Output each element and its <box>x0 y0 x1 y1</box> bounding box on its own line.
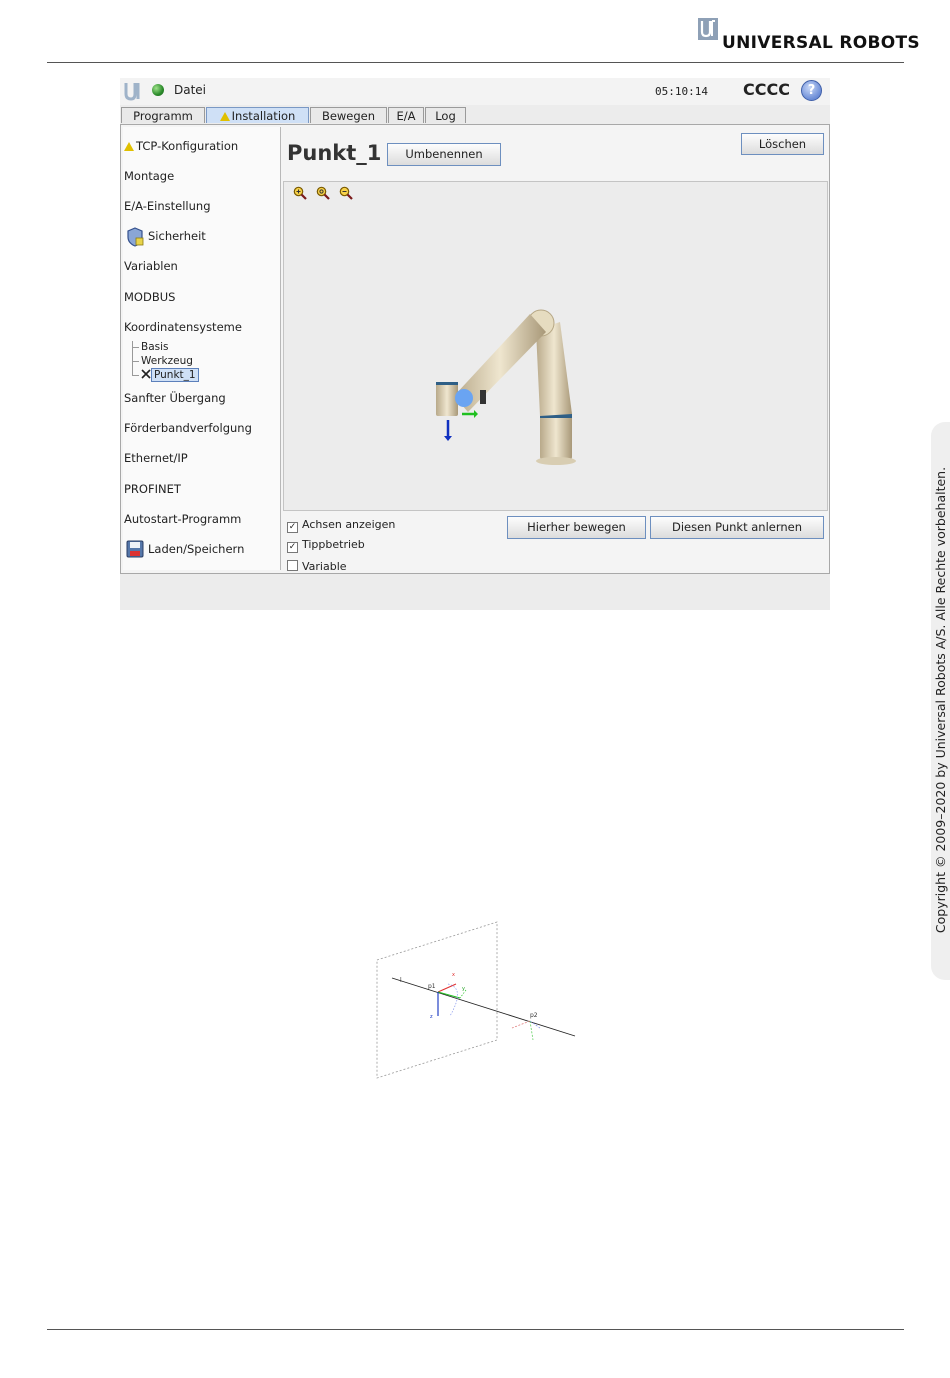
sidebar-item-variablen[interactable]: Variablen <box>124 259 178 273</box>
footer-divider <box>47 1329 904 1330</box>
robot-name: CCCC <box>743 80 790 99</box>
sidebar-item-profinet[interactable]: PROFINET <box>124 482 181 496</box>
save-icon <box>126 540 144 558</box>
tree-line <box>132 347 139 348</box>
robot-3d-view[interactable] <box>283 181 828 511</box>
move-here-button[interactable]: Hierher bewegen <box>507 516 646 539</box>
sidebar-item-laden-speichern[interactable]: Laden/Speichern <box>124 542 244 556</box>
robot-arm-graphic <box>284 182 827 510</box>
diagram-label-y: y <box>462 986 465 992</box>
file-menu[interactable]: Datei <box>174 83 207 97</box>
tree-item-basis[interactable]: Basis <box>141 341 169 353</box>
sidebar-item-io-setup[interactable]: E/A-Einstellung <box>124 199 211 213</box>
help-icon[interactable]: ? <box>801 80 822 101</box>
variable-checkbox[interactable]: Variable <box>287 559 347 573</box>
sidebar-item-sanfter-uebergang[interactable]: Sanfter Übergang <box>124 391 226 405</box>
sidebar-item-montage[interactable]: Montage <box>124 169 175 183</box>
jog-mode-checkbox[interactable]: ✓ Tippbetrieb <box>288 538 365 552</box>
point-icon <box>141 369 151 379</box>
top-bar <box>120 78 830 105</box>
installation-panel <box>120 124 830 574</box>
sidebar-item-koordinatensysteme[interactable]: Koordinatensysteme <box>124 320 242 334</box>
copyright-text: Copyright © 2009–2020 by Universal Robots A/S. Alle Rechte vorbehalten. <box>933 466 948 934</box>
tab-bar <box>120 107 830 124</box>
checkbox-icon: ✓ <box>288 522 297 532</box>
rename-button[interactable]: Umbenennen <box>387 143 501 166</box>
sidebar <box>123 127 281 570</box>
warning-icon <box>124 142 134 151</box>
tab-installation[interactable] <box>206 107 309 123</box>
tree-item-werkzeug[interactable]: Werkzeug <box>141 355 193 367</box>
tree-line <box>132 361 139 362</box>
delete-button[interactable]: Löschen <box>741 133 824 155</box>
ur-logo-icon[interactable] <box>122 80 144 102</box>
clock: 05:10:14 <box>655 85 708 98</box>
sidebar-item-sicherheit[interactable]: Sicherheit <box>124 229 206 243</box>
robot-ui-screen <box>120 78 830 610</box>
brand-logo <box>698 18 920 56</box>
diagram-label-z: z <box>430 1014 433 1020</box>
shield-icon <box>126 227 144 247</box>
header-divider <box>47 62 904 63</box>
tab-ea[interactable]: E/A <box>388 107 424 123</box>
sidebar-item-autostart[interactable]: Autostart-Programm <box>124 512 242 526</box>
checkbox-icon <box>287 560 298 571</box>
tab-bewegen[interactable]: Bewegen <box>310 107 387 123</box>
sidebar-item-tcp[interactable]: TCP-Konfiguration <box>124 139 238 153</box>
tab-programm[interactable]: Programm <box>121 107 205 123</box>
point-coordinate-diagram <box>370 918 580 1083</box>
diagram-label-x: x <box>452 972 455 978</box>
status-globe-icon <box>152 84 164 96</box>
checkbox-icon: ✓ <box>288 542 297 552</box>
tab-log[interactable]: Log <box>425 107 466 123</box>
page-title: Punkt_1 <box>287 141 382 165</box>
teach-point-button[interactable]: Diesen Punkt anlernen <box>650 516 824 539</box>
sidebar-item-foerderband[interactable]: Förderbandverfolgung <box>124 421 252 435</box>
tree-line <box>132 375 139 376</box>
diagram-label-p1: p1 <box>428 983 436 990</box>
warning-icon <box>220 112 230 121</box>
tab-installation-label: Installation <box>231 109 296 123</box>
ur-logo-icon <box>698 18 718 40</box>
diagram-label-line: l <box>400 977 402 984</box>
diagram-label-p2: p2 <box>530 1012 538 1019</box>
show-axes-checkbox[interactable]: ✓ Achsen anzeigen <box>288 518 396 532</box>
tree-item-punkt-1[interactable]: Punkt_1 <box>141 368 199 381</box>
brand-name: UNIVERSAL ROBOTS <box>722 33 920 53</box>
sidebar-item-modbus[interactable]: MODBUS <box>124 290 176 304</box>
sidebar-item-ethernet-ip[interactable]: Ethernet/IP <box>124 451 188 465</box>
